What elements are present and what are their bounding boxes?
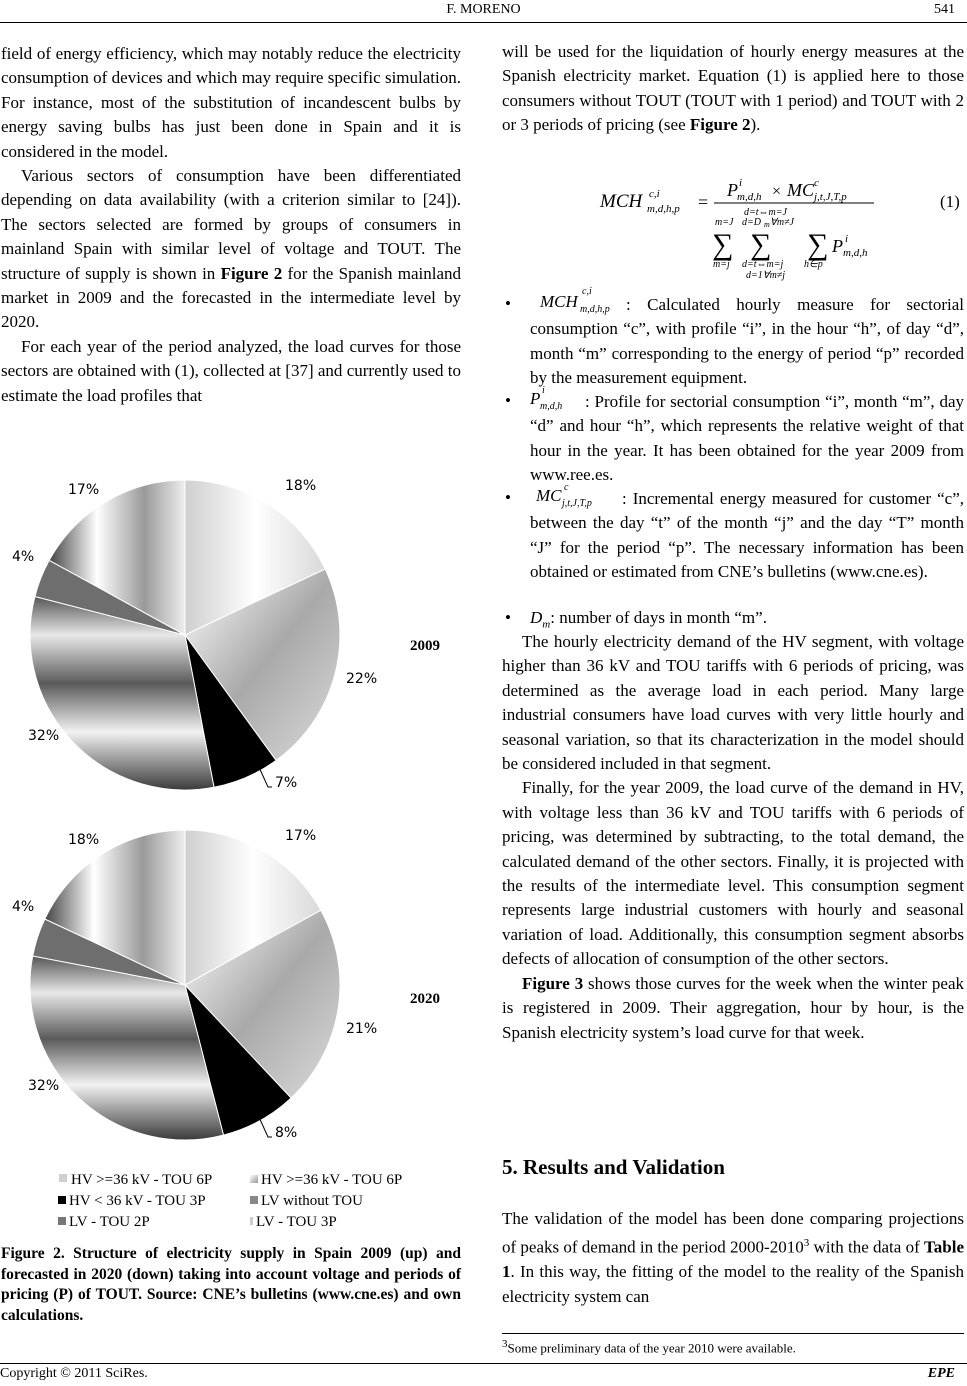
- pie-slice-label: 7%: [275, 775, 298, 791]
- right-column-body: [502, 630, 964, 1045]
- pie-slice-label: 21%: [346, 1021, 378, 1037]
- svg-text:∑: ∑: [750, 228, 772, 261]
- symbol-dm: $D_m$: [530, 608, 551, 631]
- legend-swatch: [58, 1173, 68, 1183]
- header-rule: [0, 22, 967, 23]
- figure-ref: Figure 2: [689, 115, 751, 135]
- legend-label: LV - TOU 3P: [256, 1214, 337, 1230]
- svg-text:MCH: MCH: [600, 191, 643, 212]
- symbol-p: P i m,d,h: [530, 385, 563, 412]
- page-number: 541: [934, 2, 955, 17]
- svg-text:m=j: m=j: [713, 259, 730, 270]
- svg-text:∑: ∑: [807, 228, 829, 261]
- paragraph: [502, 40, 964, 138]
- chart-year-label: 2009: [410, 638, 440, 654]
- pie-slice-label: 18%: [285, 478, 317, 494]
- figure-ref: Figure 3: [522, 973, 584, 993]
- pie-chart-2009: [10, 465, 460, 805]
- copyright: Copyright © 2011 SciRes.: [0, 1366, 148, 1381]
- legend-item: [58, 1193, 206, 1210]
- legend-swatch: [250, 1175, 258, 1183]
- paragraph: field of energy efficiency, which may notably reduce the electricity consumption of devices and which may require specific simulation. For instance, most of the substitution of incandescent bulbs by energy saving bulbs has just been done in Spain and it is considered in the model.: [1, 44, 461, 161]
- svg-text:c: c: [814, 177, 819, 189]
- right-column-validation: [502, 1207, 964, 1309]
- svg-text:×: ×: [772, 183, 782, 200]
- pie-chart-2020: [10, 815, 460, 1155]
- symbol-mc: MC c j,t,J,T,p: [536, 482, 592, 509]
- figure-ref: Figure 2: [220, 263, 283, 283]
- svg-text:d=t⇔m=J: d=t⇔m=J: [744, 207, 787, 218]
- legend-label: HV >=36 kV - TOU 6P: [261, 1172, 403, 1188]
- running-header-author: F. MORENO: [446, 2, 521, 17]
- svg-text:=: =: [698, 192, 709, 212]
- footer-rule: [0, 1363, 967, 1364]
- bullet-dot: •: [505, 608, 511, 627]
- left-column-text: [1, 42, 461, 408]
- paragraph: [502, 972, 964, 1045]
- svg-text:∀m≠J: ∀m≠J: [770, 217, 794, 228]
- bullet-text: [530, 385, 964, 488]
- svg-text:h∈p: h∈p: [804, 259, 823, 270]
- paragraph: [1, 164, 461, 335]
- legend-item: [250, 1214, 337, 1231]
- paragraph: For each year of the period analyzed, the load curves for those sectors are obtained with (1), collected at [37] and currently used to estimate the load profiles that: [1, 336, 461, 405]
- bullet-description: : number of days in month “m”.: [550, 608, 767, 627]
- pie-slice-label: 22%: [346, 671, 378, 687]
- legend-swatch: [58, 1196, 66, 1204]
- bullet-dot: •: [505, 294, 511, 313]
- text-run: shows those curves for the week when the winter peak is registered in 2009. Their aggregation, hour by hour, is the Spanish electricity system’s load curve for that week.: [502, 973, 964, 1042]
- svg-text:MC: MC: [787, 180, 814, 200]
- legend-item: [58, 1214, 150, 1231]
- bullet-text: [530, 482, 964, 585]
- equation-number: (1): [940, 192, 960, 211]
- table-ref: Table 1: [502, 1238, 964, 1282]
- bullet-description: : Calculated hourly measure for sectorial consumption “c”, with profile “i”, in the hour “h”, of day “d”, month “m” corresponding to the energy of period “p” recorded by the measurement equipment.: [530, 295, 964, 388]
- legend-item: [250, 1193, 363, 1210]
- right-column-intro: [502, 40, 964, 138]
- paragraph: Finally, for the year 2009, the load curve of the demand in HV, with voltage less than 36 kV and TOU tariffs with 6 periods of pricing, was determined by subtracting, to the total demand, the calculated demand of the other sectors. Finally, it is projected with the results of the intermediate level. This consumption segment represents large industrial customers with hourly and seasonal variation of load. Additionally, this consumption segment absorbs defects of allocation of consumption of the other sectors.: [502, 778, 964, 969]
- pie-slice-label: 17%: [68, 482, 100, 498]
- svg-text:d=D: d=D: [742, 217, 761, 228]
- symbol-mch: MCH c,i m,d,h,p: [540, 286, 610, 315]
- bullet-description: : Incremental energy measured for customer “c”, between the day “t” of the month “j” and the day “T” month “J” for the period “p”. The necessary information has been obtained or estimated from CNE’s bulletins (www.cne.es).: [530, 489, 964, 582]
- svg-text:m=J: m=J: [715, 217, 734, 228]
- footnote-rule: [502, 1333, 964, 1334]
- legend-item: [58, 1172, 212, 1189]
- equation-graphic: [502, 172, 964, 292]
- svg-text:d=t⇔m=j: d=t⇔m=j: [742, 259, 784, 270]
- text-run: with the data of: [809, 1238, 924, 1258]
- text-run: for the Spanish mainland market in 2009 and the forecasted in the intermediate level by 2020.: [1, 263, 461, 332]
- legend-swatch: [58, 1217, 66, 1225]
- bullet-text: [530, 286, 964, 391]
- svg-text:P: P: [727, 180, 738, 200]
- svg-text:m,d,h: m,d,h: [843, 247, 868, 259]
- text-run: Various sectors of consumption have been differentiated depending on data availability (with a criterion similar to [24]). The sectors selected are formed by groups of consumers in mainland Spain with similar level of voltage and TOUT. The structure of supply is shown in: [1, 166, 461, 283]
- figure-caption: Figure 2. Structure of electricity supply in Spain 2009 (up) and forecasted in 2020 (down) taking into account voltage and periods of pricing (P) of TOUT. Source: CNE’s bulletins (www.cne.es) and own calculations.: [1, 1245, 461, 1324]
- legend-item: [250, 1172, 402, 1189]
- legend-swatch: [250, 1217, 253, 1225]
- svg-text:j,t,J,T,p: j,t,J,T,p: [814, 191, 847, 203]
- text-run: will be used for the liquidation of hourly energy measures at the Spanish electricity market. Equation (1) is applied here to those consumers without TOUT (TOUT with 1 period) and TOUT with 2 or 3 periods of pricing (see: [502, 42, 964, 135]
- paragraph: [502, 1207, 964, 1309]
- pie-slice-label: 32%: [28, 1078, 60, 1094]
- text-run: The validation of the model has been done comparing projections of peaks of demand in the period 2000-2010: [502, 1209, 964, 1258]
- bullet-item: [502, 482, 964, 606]
- svg-text:i: i: [845, 233, 849, 245]
- svg-text:m,d,h: m,d,h: [737, 191, 762, 203]
- pie-slice-label: 4%: [12, 549, 35, 565]
- chart-year-label: 2020: [410, 991, 440, 1007]
- pie-slice-label: 18%: [68, 832, 100, 848]
- bullet-item: [502, 606, 964, 630]
- footnote-text: Some preliminary data of the year 2010 were available.: [507, 1340, 796, 1356]
- text-run: ).: [750, 115, 761, 135]
- svg-text:m: m: [764, 220, 770, 229]
- svg-text:i: i: [739, 177, 743, 189]
- bullet-item: [502, 385, 964, 485]
- legend-swatch: [250, 1196, 258, 1204]
- pie-slice-label: 17%: [285, 828, 317, 844]
- bullet-dot: •: [505, 488, 511, 507]
- text-run: . In this way, the fitting of the model to the reality of the Spanish electricity system can: [502, 1262, 964, 1306]
- pie-slice-label: 4%: [12, 899, 35, 915]
- paragraph: The hourly electricity demand of the HV segment, with voltage higher than 36 kV and TOU tariffs with 6 periods of pricing, was determined as the average load in each period. Many large industrial consumers have load curves with very little hourly and seasonal variation, so that its characterization in the model should be considered included in that segment.: [502, 632, 964, 774]
- svg-text:P: P: [832, 236, 843, 256]
- svg-text:m,d,h,p: m,d,h,p: [647, 203, 680, 215]
- legend-label: HV >=36 kV - TOU 6P: [71, 1172, 213, 1188]
- pie-slice-label: 32%: [28, 728, 60, 744]
- pie-slice-label: 8%: [275, 1125, 298, 1141]
- equation-1: [502, 172, 964, 292]
- legend-label: LV without TOU: [261, 1193, 363, 1209]
- footnote-number: 3: [502, 1338, 508, 1350]
- section-heading: 5. Results and Validation: [502, 1155, 725, 1179]
- svg-text:d=1∀m≠j: d=1∀m≠j: [746, 270, 786, 281]
- journal-name: EPE: [927, 1366, 955, 1381]
- bullet-description: : Profile for sectorial consumption “i”, month “m”, day “d” and hour “h”, which represents the relative weight of that hour in the year. It has been obtained for the year 2009 from www.ree.es.: [530, 392, 964, 485]
- bullet-dot: •: [505, 391, 511, 410]
- bullet-item: [502, 286, 964, 388]
- svg-text:c,i: c,i: [649, 188, 660, 200]
- legend-label: LV - TOU 2P: [69, 1214, 150, 1230]
- legend-label: HV < 36 kV - TOU 3P: [69, 1193, 206, 1209]
- svg-text:∑: ∑: [712, 228, 734, 261]
- footnote-mark: 3: [803, 1237, 810, 1250]
- footnote: [502, 1338, 796, 1356]
